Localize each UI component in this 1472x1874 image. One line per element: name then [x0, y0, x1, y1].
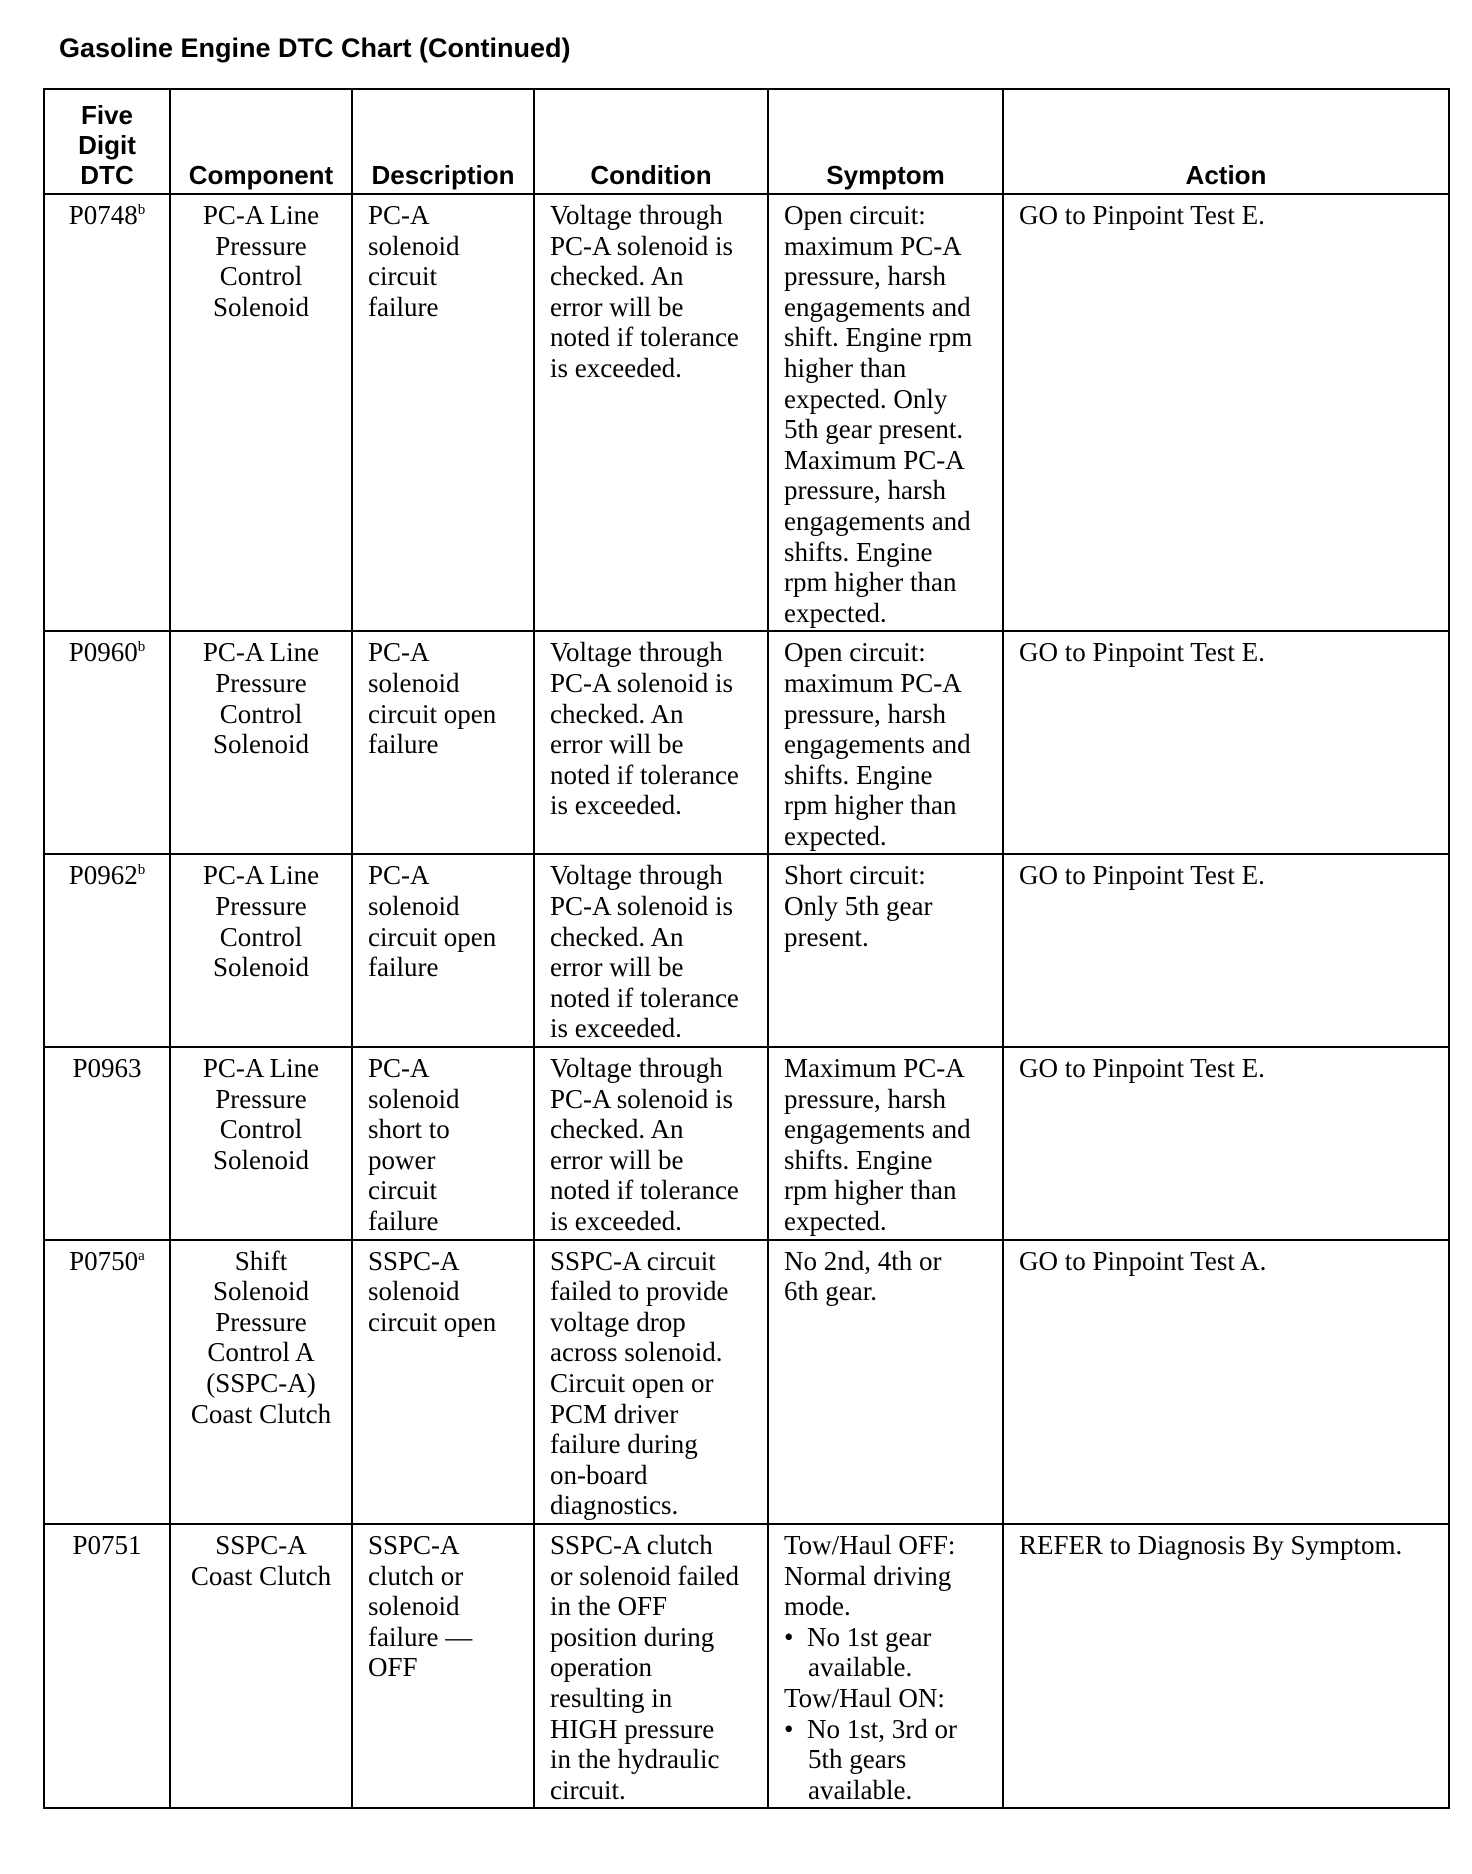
dtc-table — [43, 88, 1450, 1809]
dtc-table-body — [44, 194, 1449, 1808]
bullet-item: • No 1st, 3rd or 5th gears available. — [784, 1713, 957, 1805]
footnote-marker: b — [137, 862, 146, 879]
description-cell: PC-A solenoid circuit failure — [352, 194, 534, 631]
table-header-row — [44, 89, 1449, 194]
page-title: Gasoline Engine DTC Chart (Continued) — [59, 33, 571, 63]
description-cell: SSPC-A solenoid circuit open — [352, 1240, 534, 1524]
symptom-cell: Tow/Haul OFF: Normal driving mode. • No 1st gear available. Tow/Haul ON: • No 1st, 3rd or 5th gears available. — [768, 1524, 1003, 1808]
symptom-cell: No 2nd, 4th or 6th gear. — [768, 1240, 1003, 1524]
condition-cell: SSPC-A circuit failed to provide voltage drop across solenoid. Circuit open or PCM driver failure during on-board diagnostics. — [534, 1240, 768, 1524]
dtc-code-cell: P0750$^a$ — [44, 1240, 170, 1524]
dtc-code-cell: P0962$^b$ — [44, 854, 170, 1047]
action-cell: REFER to Diagnosis By Symptom. — [1003, 1524, 1449, 1808]
footnote-marker: b — [137, 202, 146, 218]
tow-haul-off-label: Tow/Haul OFF: — [784, 1529, 956, 1560]
table-row-p0750 — [44, 1240, 1449, 1524]
condition-cell: SSPC-A clutch or solenoid failed in the OFF position during operation resulting in HIGH pressure in the hydraulic circuit. — [534, 1524, 768, 1808]
symptom-cell: Open circuit: maximum PC-A pressure, harsh engagements and shift. Engine rpm higher than expected. Only 5th gear present. Maximum PC-A pressure, harsh engagements and shifts. Engine rpm higher than expected. — [768, 194, 1003, 631]
header-symptom: Symptom — [768, 89, 1003, 194]
header-description: Description — [352, 89, 534, 194]
header-component: Component — [170, 89, 352, 194]
table-row-p0963 — [44, 1047, 1449, 1240]
action-cell: GO to Pinpoint Test A. — [1003, 1240, 1449, 1524]
header-action: Action — [1003, 89, 1449, 194]
component-cell: PC-A Line Pressure Control Solenoid — [170, 1047, 352, 1240]
description-cell: SSPC-A clutch or solenoid failure — OFF — [352, 1524, 534, 1808]
table-row-p0960 — [44, 631, 1449, 854]
description-cell: PC-A solenoid circuit open failure — [352, 631, 534, 854]
component-cell: SSPC-A Coast Clutch — [170, 1524, 352, 1808]
condition-cell: Voltage through PC-A solenoid is checked. An error will be noted if tolerance is exceeded. — [534, 854, 768, 1047]
condition-cell: Voltage through PC-A solenoid is checked. An error will be noted if tolerance is exceeded. — [534, 194, 768, 631]
action-cell: GO to Pinpoint Test E. — [1003, 854, 1449, 1047]
symptom-cell: Maximum PC-A pressure, harsh engagements and shifts. Engine rpm higher than expected. — [768, 1047, 1003, 1240]
table-row-p0751 — [44, 1524, 1449, 1808]
dtc-code-cell: P0748$^b$ — [44, 194, 170, 631]
tow-haul-on-label: Tow/Haul ON: — [784, 1682, 945, 1713]
bullet-item: • No 1st gear available. — [784, 1621, 932, 1683]
component-cell: PC-A Line Pressure Control Solenoid — [170, 631, 352, 854]
description-cell: PC-A solenoid circuit open failure — [352, 854, 534, 1047]
condition-cell: Voltage through PC-A solenoid is checked. An error will be noted if tolerance is exceeded. — [534, 1047, 768, 1240]
action-cell: GO to Pinpoint Test E. — [1003, 1047, 1449, 1240]
symptom-cell: Open circuit: maximum PC-A pressure, harsh engagements and shifts. Engine rpm higher than expected. — [768, 631, 1003, 854]
table-row-p0748 — [44, 194, 1449, 631]
component-cell: PC-A Line Pressure Control Solenoid — [170, 194, 352, 631]
dtc-code-cell: P0963 — [44, 1047, 170, 1240]
header-condition: Condition — [534, 89, 768, 194]
condition-cell: Voltage through PC-A solenoid is checked. An error will be noted if tolerance is exceeded. — [534, 631, 768, 854]
dtc-code-cell: P0960$^b$ — [44, 631, 170, 854]
action-cell: GO to Pinpoint Test E. — [1003, 631, 1449, 854]
dtc-code-cell: P0751 — [44, 1524, 170, 1808]
component-cell: Shift Solenoid Pressure Control A (SSPC-A) Coast Clutch — [170, 1240, 352, 1524]
action-cell: GO to Pinpoint Test E. — [1003, 194, 1449, 631]
description-cell: PC-A solenoid short to power circuit failure — [352, 1047, 534, 1240]
symptom-cell: Short circuit: Only 5th gear present. — [768, 854, 1003, 1047]
component-cell: PC-A Line Pressure Control Solenoid — [170, 854, 352, 1047]
header-dtc: Five Digit DTC — [44, 89, 170, 194]
footnote-marker: a — [138, 1247, 145, 1264]
footnote-marker: b — [137, 639, 146, 656]
table-row-p0962 — [44, 854, 1449, 1047]
